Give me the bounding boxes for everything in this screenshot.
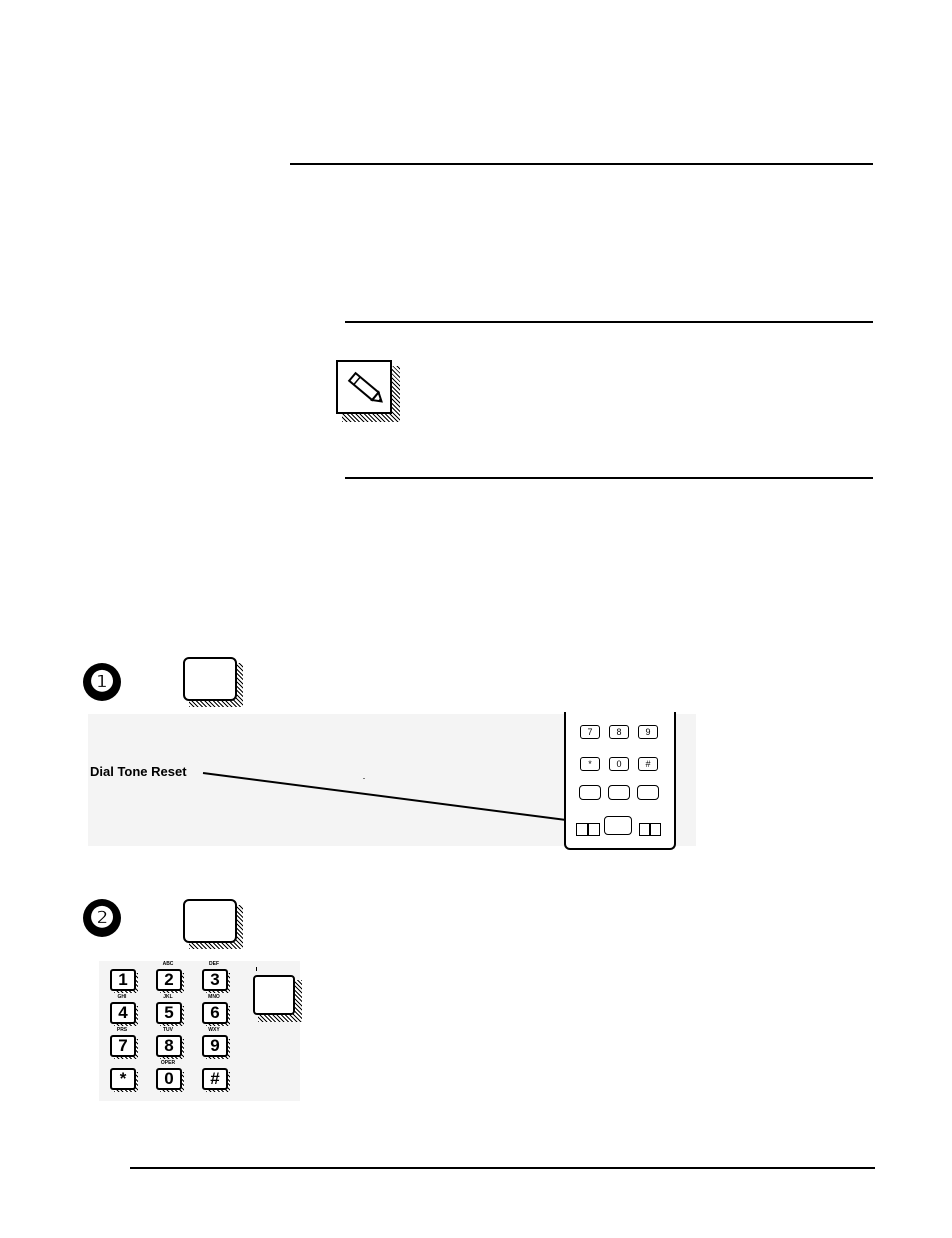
keypad-key-1: 1 bbox=[110, 969, 136, 991]
phone-blank-key bbox=[637, 785, 659, 800]
keypad-key-letters: OPER bbox=[160, 1060, 176, 1066]
keypad-key-letters: DEF bbox=[209, 961, 219, 967]
phone-key-star: * bbox=[580, 757, 600, 771]
keypad-side-button bbox=[253, 975, 301, 1021]
dial-tone-reset-key bbox=[604, 816, 632, 835]
keypad-key-letters: ABC bbox=[162, 961, 174, 967]
phone-key-9: 9 bbox=[638, 725, 658, 739]
keypad-key-3: 3 bbox=[202, 969, 228, 991]
keypad-key-9: 9 bbox=[202, 1035, 228, 1057]
keypad-key-star: * bbox=[110, 1068, 136, 1090]
keypad-key-8: 8 bbox=[156, 1035, 182, 1057]
phone-key-8: 8 bbox=[609, 725, 629, 739]
keypad-key-letters: PRS bbox=[116, 1027, 128, 1033]
keypad-key-letters: TUV bbox=[163, 1027, 173, 1033]
phone-blank-key bbox=[579, 785, 601, 800]
step-1-number: ❶ bbox=[83, 663, 121, 701]
keypad-key-letters: GHI bbox=[117, 994, 127, 1000]
keypad-key-letters: WXY bbox=[208, 1027, 220, 1033]
dial-tone-reset-label: Dial Tone Reset bbox=[90, 764, 187, 779]
keypad-key-0: 0 bbox=[156, 1068, 182, 1090]
keypad-key-7: 7 bbox=[110, 1035, 136, 1057]
keypad-key-5: 5 bbox=[156, 1002, 182, 1024]
phone-key-7: 7 bbox=[580, 725, 600, 739]
keypad-key-letters: JKL bbox=[163, 994, 173, 1000]
keypad-key-letters: MNO bbox=[208, 994, 220, 1000]
keypad-key-2: 2 bbox=[156, 969, 182, 991]
footer-rule bbox=[130, 1167, 875, 1169]
step-2-number: ❷ bbox=[83, 899, 121, 937]
keypad-key-4: 4 bbox=[110, 1002, 136, 1024]
phone-key-hash: # bbox=[638, 757, 658, 771]
keypad-key-6: 6 bbox=[202, 1002, 228, 1024]
phone-blank-key bbox=[608, 785, 630, 800]
phone-key-0: 0 bbox=[609, 757, 629, 771]
keypad-key-hash: # bbox=[202, 1068, 228, 1090]
step-2-button bbox=[183, 899, 241, 947]
